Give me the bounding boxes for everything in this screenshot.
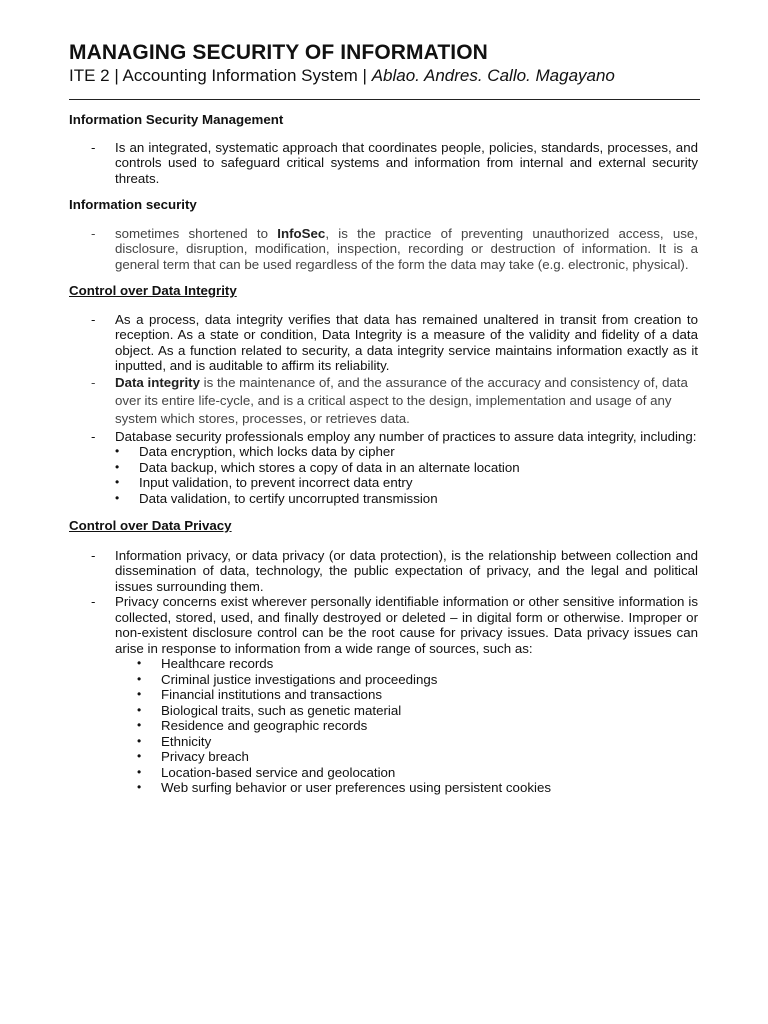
list-item: [69, 429, 698, 507]
bullet-marker: •: [115, 444, 120, 458]
bullet-text: Residence and geographic records: [161, 718, 368, 733]
dash-marker: -: [91, 547, 96, 563]
paragraph: Is an integrated, systematic approach that coordinates people, policies, standards, processes, and controls used to safeguard critical systems and information from internal and external security threats.: [115, 139, 698, 186]
list-item: [69, 312, 698, 374]
document-title: MANAGING SECURITY OF INFORMATION: [69, 41, 488, 64]
term-infosec: InfoSec: [277, 225, 326, 241]
bullet-item: [137, 749, 698, 765]
dash-marker: -: [91, 374, 96, 390]
paragraph-pre: sometimes shortened to: [115, 225, 278, 241]
bullet-text: Healthcare records: [161, 656, 274, 671]
bullet-text: Ethnicity: [161, 733, 212, 749]
paragraph: is the maintenance of, and the assurance of the accuracy and consistency of, data over its entire life-cycle, and is a critical aspect to the design, implementation and usage of any system which stores, processes, or retrieves data.: [115, 374, 688, 426]
bullet-list: [137, 656, 698, 796]
authors: Ablao. Andres. Callo. Magayano: [371, 66, 615, 85]
bullet-text: Privacy breach: [161, 749, 249, 764]
document-body: [69, 112, 698, 796]
dash-marker: -: [91, 225, 96, 241]
list-item: [69, 226, 698, 273]
section-heading-infosec: Information security: [69, 197, 197, 212]
list-item: [69, 140, 698, 187]
bullet-item: [115, 460, 698, 476]
bullet-item: [137, 656, 698, 672]
bullet-text: Data encryption, which locks data by cipher: [139, 444, 395, 459]
bullet-item: [137, 703, 698, 719]
paragraph: Database security professionals employ any number of practices to assure data integrity, including:: [115, 428, 697, 444]
paragraph: As a process, data integrity verifies that data has remained unaltered in transit from creation to reception. As a state or condition, Data Integrity is a measure of the validity and fidelity of a data object. As a function related to security, a data integrity service maintains information exactly as it inputted, and is auditable to affirm its reliability.: [115, 311, 698, 373]
bullet-item: [137, 718, 698, 734]
term-data-integrity: Data integrity: [115, 374, 200, 390]
bullet-text: Web surfing behavior or user preferences using persistent cookies: [161, 780, 551, 795]
bullet-text: Data validation, to certify uncorrupted transmission: [139, 490, 438, 506]
list-item: [69, 374, 698, 428]
bullet-marker: •: [137, 687, 142, 701]
bullet-item: [115, 444, 698, 460]
paragraph: Privacy concerns exist wherever personally identifiable information or other sensitive information is collected, stored, used, and finally destroyed or deleted – in digital form or otherwise. Improper or non-existent disclosure control can be the root cause for privacy issues. Data privacy issues can arise in response to information from a wide range of sources, such as:: [115, 594, 698, 656]
bullet-text: Location-based service and geolocation: [161, 764, 396, 780]
bullet-item: [137, 672, 698, 688]
bullet-marker: •: [137, 718, 142, 732]
bullet-text: Biological traits, such as genetic material: [161, 702, 402, 718]
bullet-item: [137, 687, 698, 703]
dash-marker: -: [91, 594, 96, 609]
bullet-marker: •: [137, 671, 142, 686]
bullet-list: [115, 444, 698, 506]
paragraph-post: , is the practice of preventing unauthorized access, use, disclosure, disruption, modification, inspection, recording or destruction of information. It is a general term that can be used regardless of the form the data may take (e.g. electronic, physical).: [115, 225, 698, 272]
dash-marker: -: [91, 139, 96, 155]
bullet-marker: •: [137, 656, 142, 670]
bullet-text: Input validation, to prevent incorrect data entry: [139, 475, 413, 490]
course-label: ITE 2 | Accounting Information System |: [69, 66, 372, 85]
dash-marker: -: [91, 428, 96, 444]
bullet-marker: •: [115, 475, 120, 489]
bullet-item: [137, 734, 698, 750]
bullet-marker: •: [137, 733, 142, 748]
bullet-text: Data backup, which stores a copy of data in an alternate location: [139, 459, 520, 475]
bullet-marker: •: [115, 490, 120, 505]
bullet-item: [115, 491, 698, 507]
bullet-text: Criminal justice investigations and proceedings: [161, 671, 438, 687]
bullet-item: [137, 765, 698, 781]
bullet-marker: •: [137, 780, 142, 794]
paragraph: Information privacy, or data privacy (or data protection), is the relationship between collection and dissemination of data, technology, the public expectation of privacy, and the legal and political issues surrounding them.: [115, 547, 698, 594]
bullet-marker: •: [115, 459, 120, 474]
bullet-item: [115, 475, 698, 491]
section-heading-ism: Information Security Management: [69, 112, 284, 127]
bullet-marker: •: [137, 702, 142, 717]
bullet-marker: •: [137, 749, 142, 763]
bullet-marker: •: [137, 764, 142, 779]
section-heading-privacy: Control over Data Privacy: [69, 518, 232, 533]
document-subtitle: [69, 66, 615, 86]
section-heading-integrity: Control over Data Integrity: [69, 283, 237, 298]
list-item: [69, 594, 698, 796]
dash-marker: -: [91, 311, 96, 327]
bullet-text: Financial institutions and transactions: [161, 687, 382, 702]
list-item: [69, 548, 698, 595]
header-divider: [69, 99, 700, 100]
bullet-item: [137, 780, 698, 796]
